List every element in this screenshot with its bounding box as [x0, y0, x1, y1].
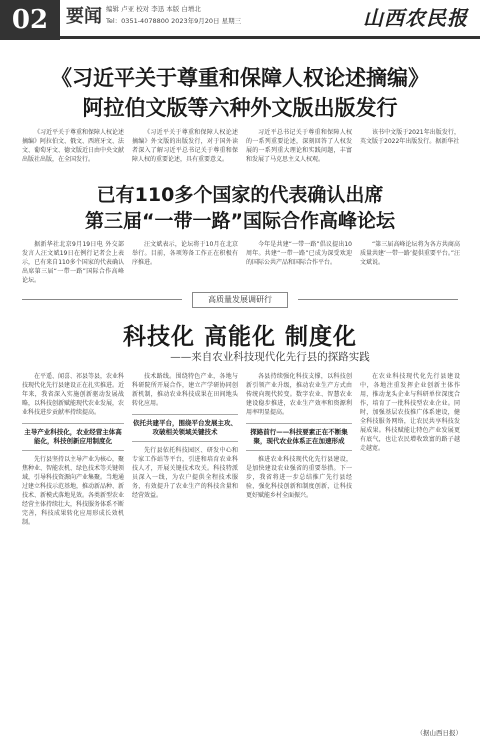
- newspaper-logo: 山西农民报: [363, 6, 468, 30]
- article3-headline: 科技化 高能化 制度化: [122, 323, 357, 350]
- section-title: 要闻: [66, 6, 102, 27]
- article2-headline-line1: 已有110多个国家的代表确认出席: [96, 184, 384, 206]
- article2-column-3: 今年是共建“一带一路”倡议提出10周年。共建“一带一路”已成为深受欢迎的国际公共产品和国际合作平台。: [246, 241, 352, 266]
- tel-date-line: Tel：0351-4078800 2023年9月20日 星期三: [106, 17, 242, 25]
- article1-column-1: 《习近平关于尊重和保障人权论述摘编》阿拉伯文、俄文、西班牙文、法文、葡萄牙文、德文版近日由中央文献出版社出版，在全国发行。: [22, 129, 124, 163]
- article3-column-2: 技术路线。围绕特色产业，各地与科研院所开展合作，建立产学研协同创新机制，推动农业科技成果在田间地头转化应用。 依托共建平台，围绕平台发展主攻、攻破相关领域关键技术 先行县依托科技园区、研发中心和专家工作站等平台，引进和培育农业科技人才，开展关键技术攻关。科技特派员深入一线，为农户提供全程技术服务，有效提升了农业生产的科技含量和经营效益。: [132, 373, 238, 499]
- article3-subheadline: ——来自农业科技现代化先行县的探路实践: [170, 351, 370, 363]
- article2-headline-line2: 第三届“一带一路”国际合作高峰论坛: [85, 210, 395, 232]
- article3-column-4: 在农业科技现代化先行县建设中，各地注重发挥企业创新主体作用，推动龙头企业与科研单位深度合作，培育了一批科技型农业企业。同时，加强基层农技推广体系建设，健全科技服务网络，让农民共享科技发展成果。科技赋能让特色产业发展更有底气，也让农民增收致富的路子越走越宽。: [360, 373, 460, 452]
- article3-subhead-3: 探路前行——科技要素正在不断集聚，现代农业体系正在加速形成: [246, 423, 352, 451]
- banner-rule-left: [22, 299, 182, 300]
- masthead: [0, 0, 480, 40]
- article3-column-3: 各县持续强化科技支撑，以科技创新引领产业升级，推动农业生产方式由传统向现代转变。数字农业、智慧农业建设稳步推进，农业生产效率和资源利用率明显提高。 探路前行——科技要素正在不断集聚，现代农业体系正在加速形成 推进农业科技现代化先行县建设，是加快建设农业强省的重要举措。下一步，我省将进一步总结推广先行县经验，强化科技创新和制度创新，让科技更好赋能乡村全面振兴。: [246, 373, 352, 499]
- article3-subhead-1: 主导产业科技化，农业经营主体高能化，科技创新应用制度化: [22, 423, 124, 451]
- article2-column-2: 汪文斌表示，论坛将于10月在北京举行。目前，各项筹备工作正在积极有序推进。: [132, 241, 238, 266]
- editors-line: 编辑 卢亚 校对 李迅 本版 白增北: [106, 5, 201, 13]
- article1-headline-line2: 阿拉伯文版等六种外文版出版发行: [82, 95, 398, 120]
- article3-subhead-2: 依托共建平台，围绕平台发展主攻、攻破相关领域关键技术: [132, 414, 238, 442]
- banner-label: 高质量发展调研行: [192, 292, 288, 308]
- article2-column-1: 据新华社北京9月19日电 外交部发言人汪文斌19日在例行记者会上表示，已有来自110多个国家的代表确认出席第三届“一带一路”国际合作高峰论坛。: [22, 241, 124, 284]
- page-number: 02: [0, 0, 60, 40]
- article1-column-3: 习近平总书记关于尊重和保障人权的一系列重要论述，深刻回答了人权发展的一系列重大理论和实践问题，丰富和发展了马克思主义人权观。: [246, 129, 352, 163]
- article1-headline-line1: 《习近平关于尊重和保障人权论述摘编》: [51, 65, 429, 90]
- article1-column-2: 《习近平关于尊重和保障人权论述摘编》外文版的出版发行，对于国外读者深入了解习近平总书记关于尊重和保障人权的重要论述，具有重要意义。: [132, 129, 238, 163]
- section-banner: [22, 292, 458, 308]
- article3-signature: （据山西日报）: [416, 729, 462, 737]
- article2-column-4: “第三届高峰论坛将为各方共商高质量共建‘一带一路’提供重要平台。”汪文斌说。: [360, 241, 460, 266]
- article3-column-1: 在平遥、闻喜、祁县等县，农业科技现代化先行县建设正在扎实推进。近年来，我省深入实施创新驱动发展战略，以科技创新赋能现代农业发展，农业科技进步贡献率持续提高。 主导产业科技化，农业经营主体高能化，科技创新应用制度化 先行县坚持以主导产业为核心，聚焦种业、智能农机、绿色技术等关键领域，引导科技资源向产业集聚。当地通过建立科技示范基地，推动新品种、新技术、新模式落地见效。各类新型农业经营主体持续壮大，科技服务体系不断完善，科技成果转化应用形成长效机制。: [22, 373, 124, 526]
- article1-column-4: 该书中文版于2021年出版发行，英文版于2022年出版发行。据新华社: [360, 129, 460, 145]
- banner-rule-right: [298, 299, 458, 300]
- masthead-rule: [0, 36, 480, 39]
